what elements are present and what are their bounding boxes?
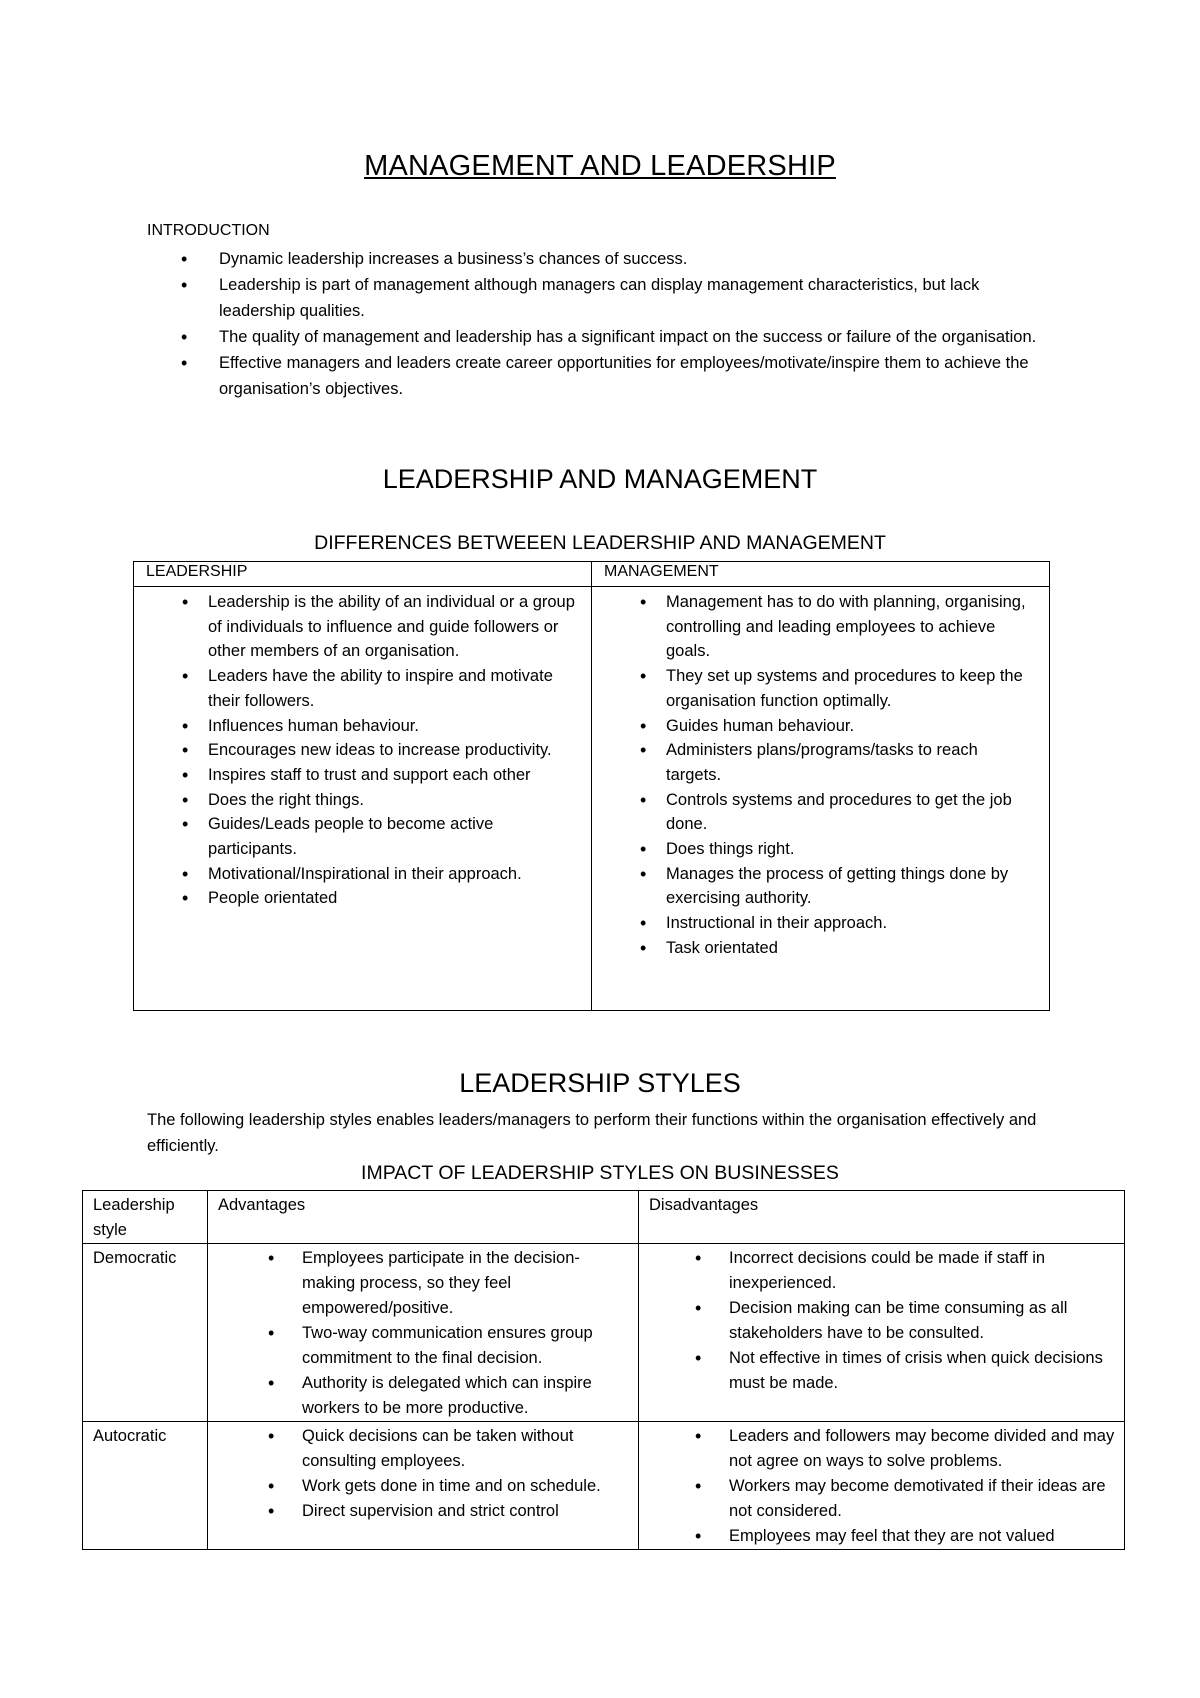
list-item: • Leaders and followers may become divided and may not agree on ways to solve problems. [649, 1424, 1116, 1474]
list-item: • Employees participate in the decision-making process, so they feel empowered/positive. [218, 1246, 630, 1321]
impact-table-caption: IMPACT OF LEADERSHIP STYLES ON BUSINESSES [361, 1162, 839, 1184]
list-item: • Workers may become demotivated if their ideas are not considered. [649, 1474, 1116, 1524]
list-item: • Dynamic leadership increases a business’s chances of success. [147, 246, 1047, 272]
list-item: • They set up systems and procedures to keep the organisation function optimally. [592, 664, 1037, 713]
list-item: • Not effective in times of crisis when quick decisions must be made. [649, 1346, 1116, 1396]
list-item: • Guides human behaviour. [592, 714, 1037, 739]
list-item: • Effective managers and leaders create career opportunities for employees/motivate/inspire them to achieve the organisation’s objectives. [147, 350, 1047, 402]
section-heading-leadership-styles: LEADERSHIP STYLES [459, 1068, 741, 1098]
leadership-styles-intro: The following leadership styles enables leaders/managers to perform their functions within the organisation effectively and efficiently. [147, 1111, 1037, 1155]
leadership-cell [134, 587, 592, 1011]
list-item: • The quality of management and leadership has a significant impact on the success or failure of the organisation. [147, 324, 1047, 350]
list-item: • Direct supervision and strict control [218, 1499, 630, 1524]
list-item: • Motivational/Inspirational in their approach. [134, 862, 579, 887]
document-title: MANAGEMENT AND LEADERSHIP [364, 150, 836, 182]
impact-table [82, 1190, 1125, 1550]
list-item: • People orientated [134, 886, 579, 911]
leadership-list [134, 590, 579, 911]
disadvantages-cell [639, 1422, 1125, 1550]
disadvantages-list [649, 1246, 1116, 1396]
list-item: • Does things right. [592, 837, 1037, 862]
column-header-disadvantages: Disadvantages [639, 1191, 1125, 1244]
list-item: • Influences human behaviour. [134, 714, 579, 739]
disadvantages-list [649, 1424, 1116, 1549]
style-name-cell: Autocratic [83, 1422, 208, 1550]
list-item: • Instructional in their approach. [592, 911, 1037, 936]
advantages-cell [208, 1422, 639, 1550]
disadvantages-cell [639, 1244, 1125, 1422]
management-cell [592, 587, 1050, 1011]
differences-table-caption: DIFFERENCES BETWEEEN LEADERSHIP AND MANAGEMENT [314, 532, 886, 554]
table-header-row [134, 562, 1050, 587]
list-item: • Two-way communication ensures group commitment to the final decision. [218, 1321, 630, 1371]
table-row [83, 1244, 1125, 1422]
list-item: • Work gets done in time and on schedule. [218, 1474, 630, 1499]
table-header-row [83, 1191, 1125, 1244]
advantages-list [218, 1424, 630, 1524]
column-header-advantages: Advantages [208, 1191, 639, 1244]
list-item: • Decision making can be time consuming as all stakeholders have to be consulted. [649, 1296, 1116, 1346]
advantages-cell [208, 1244, 639, 1422]
list-item: • Incorrect decisions could be made if staff in inexperienced. [649, 1246, 1116, 1296]
list-item: • Leadership is the ability of an individual or a group of individuals to influence and guide followers or other members of an organisation. [134, 590, 579, 664]
list-item: • Encourages new ideas to increase productivity. [134, 738, 579, 763]
table-row [83, 1422, 1125, 1550]
list-item: • Employees may feel that they are not valued [649, 1524, 1116, 1549]
list-item: • Management has to do with planning, organising, controlling and leading employees to achieve goals. [592, 590, 1037, 664]
list-item: • Guides/Leads people to become active participants. [134, 812, 579, 861]
list-item: • Task orientated [592, 936, 1037, 961]
list-item: • Controls systems and procedures to get the job done. [592, 788, 1037, 837]
list-item: • Authority is delegated which can inspire workers to be more productive. [218, 1371, 630, 1421]
list-item: • Quick decisions can be taken without consulting employees. [218, 1424, 630, 1474]
introduction-heading: INTRODUCTION [147, 222, 270, 239]
column-header-leadership: LEADERSHIP [134, 562, 592, 587]
style-name-cell: Democratic [83, 1244, 208, 1422]
list-item: • Administers plans/programs/tasks to reach targets. [592, 738, 1037, 787]
list-item: • Does the right things. [134, 788, 579, 813]
table-row [134, 587, 1050, 1011]
column-header-management: MANAGEMENT [592, 562, 1050, 587]
column-header-style: Leadership style [83, 1191, 208, 1244]
list-item: • Manages the process of getting things done by exercising authority. [592, 862, 1037, 911]
management-list [592, 590, 1037, 961]
list-item: • Inspires staff to trust and support each other [134, 763, 579, 788]
introduction-list [147, 246, 1047, 402]
advantages-list [218, 1246, 630, 1421]
list-item: • Leaders have the ability to inspire and motivate their followers. [134, 664, 579, 713]
list-item: • Leadership is part of management although managers can display management characteristics, but lack leadership qualities. [147, 272, 1047, 324]
differences-table [133, 561, 1050, 1011]
section-heading-leadership-management: LEADERSHIP AND MANAGEMENT [382, 464, 818, 494]
